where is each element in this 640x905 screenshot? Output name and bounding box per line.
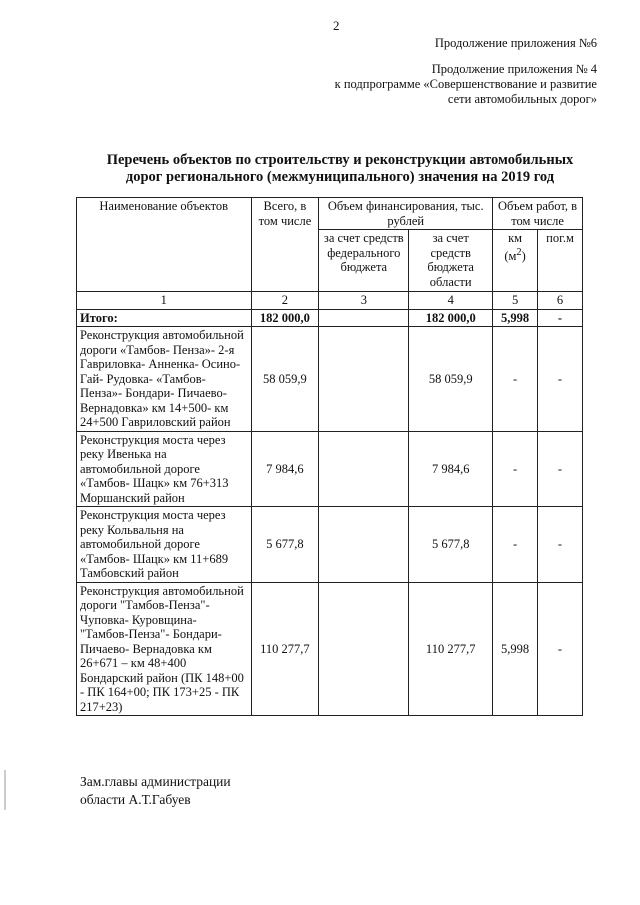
- header-name: Наименование объектов: [77, 198, 252, 292]
- object-total: 58 059,9: [251, 327, 319, 432]
- header-works: Объем работ, в том числе: [493, 198, 583, 230]
- document-title: [60, 152, 620, 186]
- signature-block: [80, 773, 231, 809]
- continuation-appendix-6: Продолжение приложения №6: [434, 36, 597, 50]
- col-num: 1: [77, 292, 252, 310]
- column-number-row: [77, 292, 583, 310]
- scan-edge-mark: [4, 770, 6, 810]
- object-name: Реконструкция моста через реку Кольвальня на автомобильной дороге «Тамбов- Шацк» км 11+689 Тамбовский район: [77, 507, 252, 583]
- total-row: [77, 309, 583, 327]
- header-total: Всего, в том числе: [251, 198, 319, 292]
- object-regional: 58 059,9: [409, 327, 493, 432]
- continuation-appendix-4: Продолжение приложения № 4: [431, 62, 597, 76]
- total-label: Итого:: [77, 309, 252, 327]
- header-km: [493, 230, 538, 292]
- object-total: 5 677,8: [251, 507, 319, 583]
- header-row-1: [77, 198, 583, 230]
- object-km: -: [493, 431, 538, 507]
- object-federal: [319, 431, 409, 507]
- object-federal: [319, 327, 409, 432]
- table-row: [77, 431, 583, 507]
- header-km-sup: 2: [516, 246, 522, 258]
- object-km: 5,998: [493, 582, 538, 716]
- page-number: 2: [333, 18, 340, 33]
- header-km-unit: (м: [504, 248, 517, 263]
- col-num: 3: [319, 292, 409, 310]
- object-federal: [319, 582, 409, 716]
- object-name: Реконструкция моста через реку Ивенька на автомобильной дороге «Тамбов- Шацк» км 76+313 Моршанский район: [77, 431, 252, 507]
- object-pog: -: [538, 507, 583, 583]
- object-pog: -: [538, 327, 583, 432]
- objects-table: [76, 197, 583, 716]
- object-name: Реконструкция автомобильной дороги «Тамбов- Пенза»- 2-я Гавриловка- Анненка- Осино- Гай- Рудовка- «Тамбов- Пенза»- Бондари- Пичаево- Вернадовка» км 14+500- км 24+500 Гавриловский район: [77, 327, 252, 432]
- header-federal: за счет средств федерального бюджета: [319, 230, 409, 292]
- col-num: 6: [538, 292, 583, 310]
- object-pog: -: [538, 431, 583, 507]
- object-pog: -: [538, 582, 583, 716]
- header-finance: Объем финансирования, тыс. рублей: [319, 198, 493, 230]
- title-line-2: дорог регионального (межмуниципального) значения на 2019 год: [125, 169, 555, 185]
- object-regional: 5 677,8: [409, 507, 493, 583]
- appendix-4-reference: [335, 62, 597, 107]
- total-sum: 182 000,0: [251, 309, 319, 327]
- header-km-label: км: [508, 231, 523, 245]
- subprogram-line-2: сети автомобильных дорог»: [447, 92, 597, 106]
- col-num: 5: [493, 292, 538, 310]
- object-federal: [319, 507, 409, 583]
- title-line-1: Перечень объектов по строительству и реконструкции автомобильных: [106, 152, 574, 168]
- object-km: -: [493, 507, 538, 583]
- object-regional: 110 277,7: [409, 582, 493, 716]
- header-regional: за счет средств бюджета области: [409, 230, 493, 292]
- object-total: 7 984,6: [251, 431, 319, 507]
- object-total: 110 277,7: [251, 582, 319, 716]
- total-federal: [319, 309, 409, 327]
- total-regional: 182 000,0: [409, 309, 493, 327]
- table-row: [77, 327, 583, 432]
- table-row: [77, 507, 583, 583]
- signature-name: области А.Т.Габуев: [80, 792, 191, 807]
- header-km-close: ): [521, 248, 526, 263]
- object-km: -: [493, 327, 538, 432]
- signature-title: Зам.главы администрации: [80, 774, 231, 789]
- object-regional: 7 984,6: [409, 431, 493, 507]
- subprogram-line-1: к подпрограмме «Совершенствование и развитие: [334, 77, 597, 91]
- total-pog: -: [538, 309, 583, 327]
- col-num: 2: [251, 292, 319, 310]
- header-pog: пог.м: [538, 230, 583, 292]
- object-name: Реконструкция автомобильной дороги "Тамбов-Пенза"- Чуповка- Куровщина- "Тамбов-Пенза"- Бондари- Пичаево- Вернадовка км 26+671 – км 48+400 Бондарский район (ПК 148+00 - ПК 164+00; ПК 173+25 - ПК 217+23): [77, 582, 252, 716]
- table-row: [77, 582, 583, 716]
- col-num: 4: [409, 292, 493, 310]
- total-km: 5,998: [493, 309, 538, 327]
